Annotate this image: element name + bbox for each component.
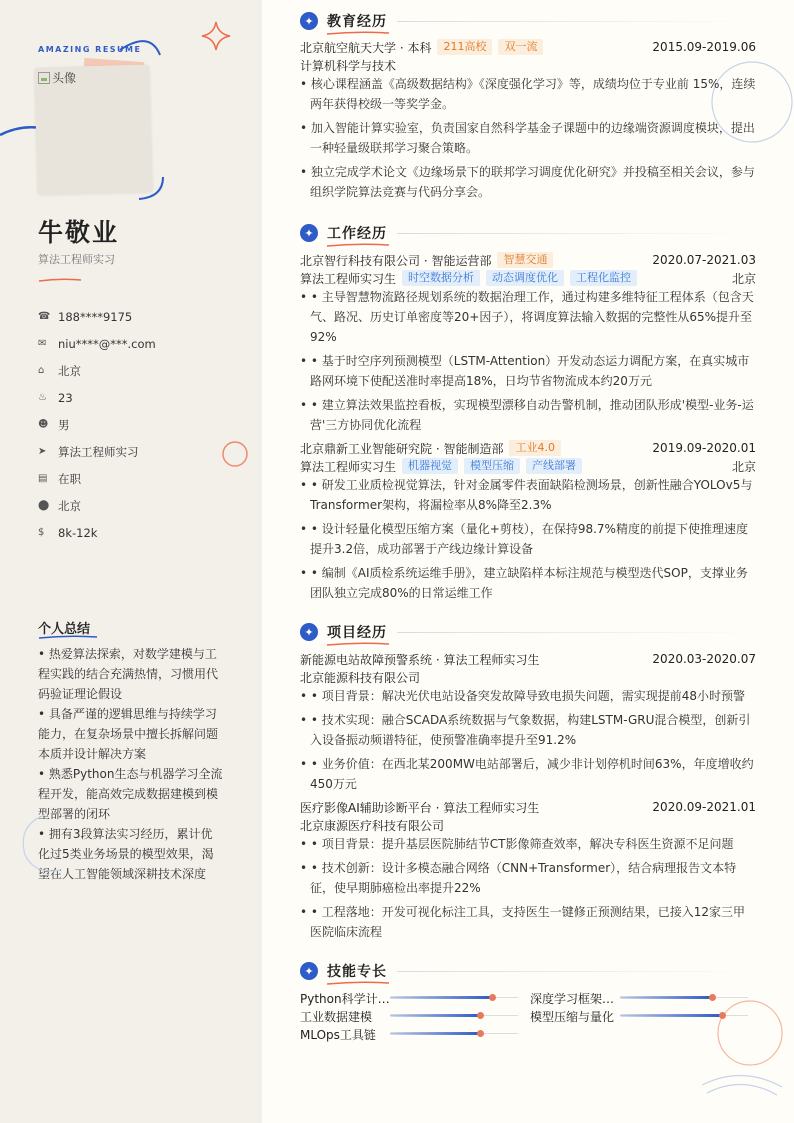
sparkle-badge-icon: ✦ [300, 12, 318, 30]
tag-badge: 产线部署 [526, 458, 582, 474]
project-org-row [300, 816, 756, 834]
projects-title: 项目经历 [327, 625, 387, 641]
project-entry [300, 650, 756, 794]
skills-section [300, 960, 756, 982]
skill-item [530, 990, 748, 1006]
avatar-alt-text: 头像 [52, 71, 77, 85]
tag-badge: 动态调度优化 [486, 270, 564, 286]
skill-fill [390, 1014, 480, 1017]
project-name: 医疗影像AI辅助诊断平台 · 算法工程师实习生 [300, 800, 540, 815]
gender-icon: ☻ [38, 419, 49, 430]
sparkle-badge-icon: ✦ [300, 962, 318, 980]
sparkle-badge-icon: ✦ [300, 623, 318, 641]
bullet-item: • • 项目背景：解决光伏电站设备突发故障导致电损失问题，需实现提前48小时预警 [300, 689, 746, 703]
section-divider [397, 971, 756, 972]
job-role-row [300, 457, 756, 475]
projects-section [300, 621, 756, 946]
skill-bar [620, 995, 748, 1001]
summary-item: • 熟悉Python生态与机器学习全流程开发，能高效完成数据建模到模型部署的闭环 [38, 767, 223, 821]
job-city: 北京 [731, 459, 756, 474]
bullet-item: • • 业务价值：在西北某200MW电站部署后，减少非计划停机时间63%，年度增收约450万元 [300, 757, 754, 791]
job-entry [300, 251, 756, 435]
education-major: 计算机科学与技术 [300, 58, 397, 73]
mail-icon: ✉ [38, 338, 47, 349]
skills-header [300, 960, 756, 982]
skill-name: Python科学计… [300, 991, 390, 1006]
skill-dot [477, 1012, 484, 1019]
work-title: 工作经历 [327, 226, 387, 242]
job-role: 算法工程师实习生 [300, 271, 397, 286]
contact-text: 在职 [58, 471, 81, 486]
education-title: 教育经历 [327, 14, 387, 30]
project-name-row [300, 650, 756, 668]
project-bullets [300, 686, 756, 794]
tag-badge: 工程化监控 [570, 270, 637, 286]
skill-bar [390, 1031, 518, 1037]
job-bullets [300, 475, 756, 603]
section-underline [326, 242, 390, 247]
project-bullets [300, 834, 756, 942]
job-role-row [300, 269, 756, 287]
skill-dot [719, 1012, 726, 1019]
skills-title: 技能专长 [327, 964, 387, 980]
skill-dot [477, 1030, 484, 1037]
cake-icon: ♨ [38, 392, 47, 403]
contact-text: 算法工程师实习 [58, 444, 139, 459]
contact-target [38, 438, 156, 465]
summary-item: • 具备严谨的逻辑思维与持续学习能力，在复杂场景中擅长拆解问题本质并设计解决方案 [38, 707, 219, 761]
contact-text: 23 [58, 390, 73, 405]
bullet-item: • • 研发工业质检视觉算法，针对金属零件表面缺陷检测场景，创新性融合YOLOv5与Transformer架构，将漏检率从8%降至2.3% [300, 478, 753, 512]
education-row [300, 38, 756, 56]
contact-phone [38, 303, 156, 330]
job-company: 北京鼎新工业智能研究院 · 智能制造部 [300, 441, 504, 456]
education-date: 2015.09-2019.06 [652, 40, 756, 54]
project-org: 北京能源科技有限公司 [300, 670, 421, 685]
job-city: 北京 [731, 271, 756, 286]
contact-gender [38, 411, 156, 438]
skill-name: MLOps工具链 [300, 1027, 376, 1042]
bullet-item: • • 基于时空序列预测模型（LSTM-Attention）开发动态运力调配方案，在真实城市路网环境下使配送准时率提高18%，日均节省物流成本约20万元 [300, 354, 750, 388]
tag-badge: 智慧交通 [497, 252, 553, 268]
tag-badge: 211高校 [437, 39, 492, 55]
name-underline [38, 278, 82, 282]
skill-fill [390, 996, 492, 999]
summary-item: • 拥有3段算法实习经历，累计优化过5类业务场景的模型效果，渴望在人工智能领域深耕技术深度 [38, 827, 214, 881]
skill-dot [489, 994, 496, 1001]
skill-name: 深度学习框架… [530, 991, 615, 1006]
contact-salary [38, 519, 156, 546]
summary-item: • 热爱算法探索，对数学建模与工程实践的结合充满热情，习惯用代码验证理论假设 [38, 647, 219, 701]
skill-name: 工业数据建模 [300, 1009, 373, 1024]
location-icon: ⬤ [38, 500, 50, 511]
contact-age [38, 384, 156, 411]
deco-ring-icon [220, 440, 250, 470]
section-underline [326, 30, 390, 35]
job-company: 北京智行科技有限公司 · 智能运营部 [300, 253, 492, 268]
section-divider [397, 21, 756, 22]
contact-text: 188****9175 [58, 309, 133, 324]
project-name: 新能源电站故障预警系统 · 算法工程师实习生 [300, 652, 540, 667]
skill-dot [709, 994, 716, 1001]
contact-text: niu****@***.com [58, 336, 156, 351]
tag-badge: 双一流 [498, 39, 543, 55]
work-header [300, 222, 756, 244]
tag-badge: 工业4.0 [509, 440, 561, 456]
job-entry [300, 439, 756, 603]
skill-fill [620, 996, 712, 999]
tag-badge: 时空数据分析 [402, 270, 480, 286]
contact-list [38, 303, 156, 546]
education-section [300, 10, 756, 206]
job-bullets [300, 287, 756, 435]
briefcase-icon: ▤ [38, 473, 48, 484]
avatar-alt [38, 69, 76, 86]
contact-status [38, 465, 156, 492]
section-underline [326, 980, 390, 985]
bullet-item: • • 编制《AI质检系统运维手册》，建立缺陷样本标注规范与模型迭代SOP，支撑业务团队独立完成80%的日常运维工作 [300, 566, 748, 600]
skill-fill [620, 1014, 722, 1017]
job-role: 算法工程师实习生 [300, 459, 397, 474]
project-date: 2020.03-2020.07 [652, 652, 756, 666]
bullet-item: • 加入智能计算实验室，负责国家自然科学基金子课题中的边缘端资源调度模块，提出一种轻量级联邦学习聚合策略。 [300, 121, 755, 155]
projects-header [300, 621, 756, 643]
skill-name: 模型压缩与量化 [530, 1009, 615, 1024]
contact-email [38, 330, 156, 357]
education-major-row [300, 56, 756, 74]
tag-badge: 机器视觉 [402, 458, 458, 474]
job-date: 2019.09-2020.01 [652, 441, 756, 455]
skill-item [530, 1008, 748, 1024]
work-section [300, 222, 756, 607]
sidebar [0, 0, 262, 1123]
section-divider [397, 632, 756, 633]
bullet-item: • • 项目背景：提升基层医院肺结节CT影像筛查效率，解决专科医生资源不足问题 [300, 837, 734, 851]
skill-item [300, 1008, 518, 1024]
contact-text: 北京 [58, 498, 81, 513]
contact-text: 北京 [58, 363, 81, 378]
project-org: 北京康源医疗科技有限公司 [300, 818, 445, 833]
education-bullets [300, 74, 756, 202]
section-divider [397, 233, 756, 234]
salary-icon: $ [38, 527, 45, 538]
summary-title: 个人总结 [38, 622, 91, 637]
contact-text: 男 [58, 417, 70, 432]
education-header [300, 10, 756, 32]
school-name: 北京航空航天大学 · 本科 [300, 40, 432, 55]
brand-label: AMAZING RESUME [38, 45, 142, 54]
job-company-row [300, 439, 756, 457]
send-icon: ➤ [38, 446, 47, 457]
contact-location [38, 492, 156, 519]
bullet-item: • • 工程落地：开发可视化标注工具，支持医生一键修正预测结果，已接入12家三甲医院临床流程 [300, 905, 746, 939]
bullet-item: • • 技术实现：融合SCADA系统数据与气象数据，构建LSTM-GRU混合模型，创新引入设备振动频谱特征，使预警准确率提升至91.2% [300, 713, 751, 747]
summary-list [38, 644, 224, 884]
project-org-row [300, 668, 756, 686]
main-content [262, 0, 794, 1123]
tag-badge: 模型压缩 [464, 458, 520, 474]
broken-image-icon [38, 72, 50, 84]
skill-item [300, 990, 518, 1006]
person-name: 牛敬业 [38, 218, 120, 247]
bullet-item: • 核心课程涵盖《高级数据结构》《深度强化学习》等，成绩均位于专业前 15%，连续两年获得校级一等奖学金。 [300, 77, 756, 111]
project-entry [300, 798, 756, 942]
phone-icon: ☎ [38, 311, 51, 322]
bullet-item: • • 主导智慧物流路径规划系统的数据治理工作，通过构建多维特征工程体系（包含天气、路况、历史订单密度等20+因子），将调度算法输入数据的完整性从65%提升至92% [300, 290, 754, 344]
bullet-item: • • 技术创新：设计多模态融合网络（CNN+Transformer），结合病理报告文本特征，使早期肺癌检出率提升22% [300, 861, 737, 895]
project-date: 2020.09-2021.01 [652, 800, 756, 814]
skill-bar [390, 1013, 518, 1019]
skill-bar [620, 1013, 748, 1019]
bullet-item: • 独立完成学术论文《边缘场景下的联邦学习调度优化研究》并投稿至相关会议，参与组织学院算法竞赛与代码分享会。 [300, 165, 755, 199]
summary-underline [38, 634, 98, 640]
bullet-item: • • 建立算法效果监控看板，实现模型漂移自动告警机制，推动团队形成'模型-业务-运营'三方协同优化流程 [300, 398, 754, 432]
contact-home [38, 357, 156, 384]
bullet-item: • • 设计轻量化模型压缩方案（量化+剪枝），在保持98.7%精度的前提下使推理速度提升3.2倍，成功部署于产线边缘计算设备 [300, 522, 748, 556]
home-icon: ⌂ [38, 365, 45, 376]
job-company-row [300, 251, 756, 269]
job-date: 2020.07-2021.03 [652, 253, 756, 267]
skill-bar [390, 995, 518, 1001]
avatar [36, 66, 151, 193]
skill-fill [390, 1032, 480, 1035]
job-title: 算法工程师实习 [38, 253, 115, 266]
sparkle-badge-icon: ✦ [300, 224, 318, 242]
sparkle-icon [200, 20, 232, 52]
project-name-row [300, 798, 756, 816]
section-underline [326, 641, 390, 646]
contact-text: 8k-12k [58, 525, 98, 540]
skill-item [300, 1026, 518, 1042]
